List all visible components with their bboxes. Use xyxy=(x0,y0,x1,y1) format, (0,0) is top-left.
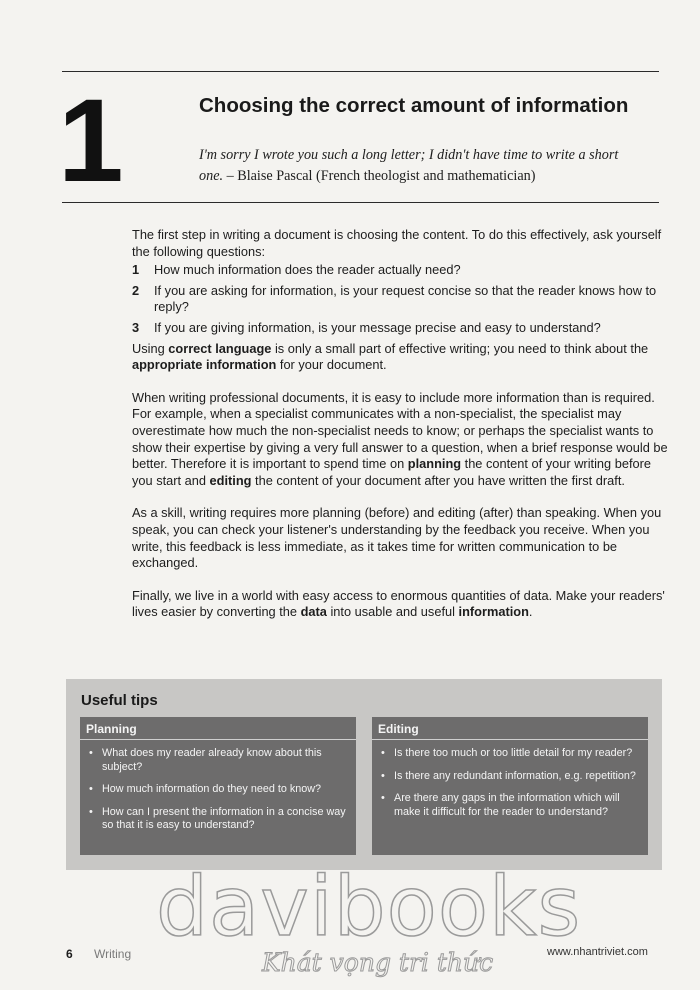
list-item: • Is there any redundant information, e.g. repetition? xyxy=(378,770,640,784)
list-item xyxy=(132,262,668,279)
tips-title: Useful tips xyxy=(81,692,158,709)
list-item: • What does my reader already know about this subject? xyxy=(86,747,348,774)
paragraph-skill: As a skill, writing requires more planning (before) and editing (after) than speaking. When you speak, you can check your listener's understanding by the feedback you receive. When you write, this feedback is less immediate, as it takes time for written communication to be exchanged. xyxy=(132,505,662,571)
list-item xyxy=(132,283,668,316)
list-number: 2 xyxy=(132,282,140,298)
watermark-tagline: Khát vọng tri thức xyxy=(262,948,494,977)
list-item: • How much information do they need to know? xyxy=(86,783,348,797)
paragraph-planning: When writing professional documents, it is easy to include more information than is required. For example, when a specialist communicates with a non-specialist, the specialist may overestimate how much the non-specialist needs to know; or perhaps the specialist wants to show their expertise by giving a very full answer to a question, when a brief response would be better. Therefore it is important to spend time on planning the content of your writing before you start and editing the content of your document after you have written the first draft. xyxy=(132,389,668,488)
planning-panel xyxy=(80,717,356,855)
quote-text: I'm sorry I wrote you such a long letter; I didn't have time to write a short one. xyxy=(199,147,619,184)
page-number: 6 xyxy=(66,947,73,961)
planning-list xyxy=(86,747,348,842)
watermark-logo: davibooks xyxy=(156,860,582,955)
chapter-title: Choosing the correct amount of information xyxy=(199,94,629,117)
section-name: Writing xyxy=(94,947,132,961)
website-link[interactable]: www.nhantriviet.com xyxy=(547,946,648,958)
list-item: • Are there any gaps in the information which will make it difficult for the reader to understand? xyxy=(378,792,640,819)
list-item: • How can I present the information in a concise way so that it is easy to understand? xyxy=(86,806,348,833)
paragraph-language: Using correct language is only a small part of effective writing; you need to think about the appropriate information for your document. xyxy=(132,340,649,373)
intro-paragraph: The first step in writing a document is choosing the content. To do this effectively, ask yourself the following questions: xyxy=(132,227,662,259)
editing-heading: Editing xyxy=(378,722,419,736)
planning-heading: Planning xyxy=(86,722,137,736)
useful-tips-box xyxy=(66,679,662,870)
list-item: • Is there too much or too little detail for my reader? xyxy=(378,747,640,761)
list-text: If you are giving information, is your message precise and easy to understand? xyxy=(154,319,601,335)
list-text: How much information does the reader actually need? xyxy=(154,262,461,278)
list-number: 3 xyxy=(132,319,140,335)
body-text xyxy=(132,227,668,621)
bottom-rule xyxy=(62,202,659,203)
epigraph xyxy=(199,145,639,187)
chapter-number: 1 xyxy=(58,75,120,207)
paragraph-finally: Finally, we live in a world with easy access to enormous quantities of data. Make your readers' lives easier by converting the data into usable and useful information. xyxy=(132,587,665,620)
list-item xyxy=(132,320,668,337)
list-text: If you are asking for information, is your request concise so that the reader knows how to reply? xyxy=(154,282,657,315)
list-number: 1 xyxy=(132,262,140,278)
question-list xyxy=(132,262,668,336)
quote-attribution: – Blaise Pascal (French theologist and mathematician) xyxy=(226,168,536,184)
editing-panel xyxy=(372,717,648,855)
editing-list xyxy=(378,747,640,828)
top-rule xyxy=(62,71,659,72)
